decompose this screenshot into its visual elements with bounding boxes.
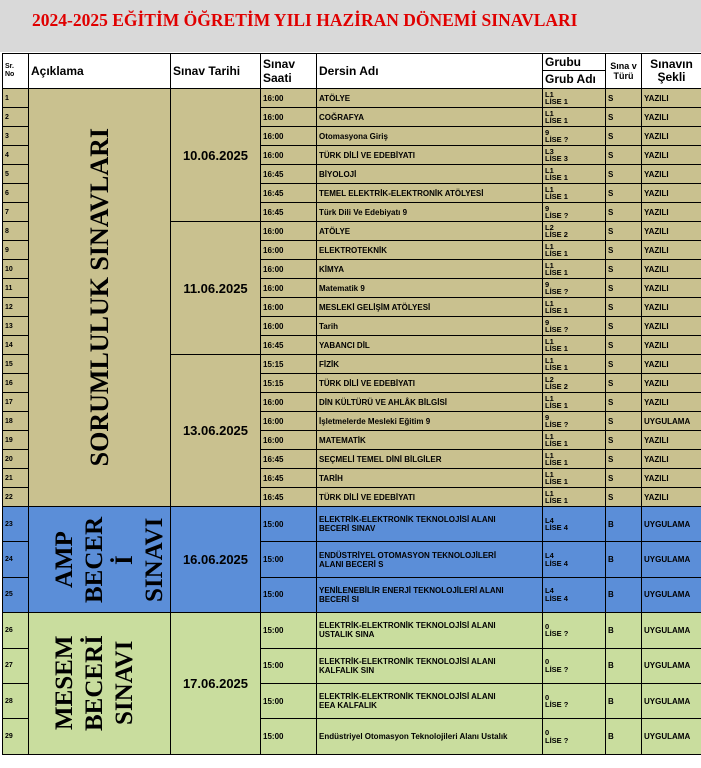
exam-time: 16:00 [261,393,317,412]
exam-type: B [606,507,642,542]
exam-time: 16:45 [261,450,317,469]
row-number: 27 [3,648,29,683]
exam-type: S [606,165,642,184]
row-number: 5 [3,165,29,184]
course-name: SEÇMELİ TEMEL DİNİ BİLGİLER [317,450,543,469]
group-name: 9 LİSE ? [543,279,606,298]
course-name: İşletmelerde Mesleki Eğitim 9 [317,412,543,431]
exam-format: UYGULAMA [642,683,701,718]
course-name: ENDÜSTRİYEL OTOMASYON TEKNOLOJİLERİ ALANI BECERİ S [317,542,543,577]
exam-format: YAZILI [642,241,701,260]
course-name: TARİH [317,469,543,488]
row-number: 17 [3,393,29,412]
exam-type: S [606,184,642,203]
group-name: L4 LİSE 4 [543,577,606,612]
row-number: 10 [3,260,29,279]
group-name: 0 LİSE ? [543,613,606,648]
group-name: L1 LİSE 1 [543,260,606,279]
exam-time: 15:00 [261,507,317,542]
exam-type: B [606,719,642,754]
exam-time: 16:45 [261,184,317,203]
row-number: 2 [3,108,29,127]
table-row [3,89,701,108]
exam-date: 13.06.2025 [171,355,261,507]
exam-type: B [606,648,642,683]
group-name: 9 LİSE ? [543,203,606,222]
exam-format: YAZILI [642,165,701,184]
exam-time: 15:00 [261,719,317,754]
group-name: 9 LİSE ? [543,412,606,431]
group-name: L1 LİSE 1 [543,393,606,412]
exam-time: 16:00 [261,260,317,279]
course-name: Endüstriyel Otomasyon Teknolojileri Alanı Ustalık [317,719,543,754]
exam-format: YAZILI [642,469,701,488]
exam-format: YAZILI [642,203,701,222]
exam-time: 16:45 [261,336,317,355]
exam-type: S [606,355,642,374]
group-mesem-beceri-label: MESEM BECERİ SINAVI [50,635,138,732]
exam-type: S [606,412,642,431]
exam-format: YAZILI [642,374,701,393]
header-sr-no: Sr. No [3,54,29,89]
group-sorumluluk [29,89,171,507]
exam-time: 16:45 [261,203,317,222]
header-aciklama: Açıklama [29,54,171,89]
course-name: ELEKTRİK-ELEKTRONİK TEKNOLOJİSİ ALANI EEA KALFALIK [317,683,543,718]
course-name: KİMYA [317,260,543,279]
course-name: Türk Dili Ve Edebiyatı 9 [317,203,543,222]
header-sinav-saati: Sınav Saati [261,54,317,89]
exam-time: 15:00 [261,577,317,612]
group-name: L1 LİSE 1 [543,108,606,127]
course-name: Otomasyona Giriş [317,127,543,146]
exam-time: 16:00 [261,412,317,431]
exam-time: 16:00 [261,279,317,298]
row-number: 6 [3,184,29,203]
group-name: 0 LİSE ? [543,719,606,754]
exam-time: 16:45 [261,469,317,488]
group-name: L3 LİSE 3 [543,146,606,165]
group-name: L1 LİSE 1 [543,241,606,260]
row-number: 8 [3,222,29,241]
exam-format: YAZILI [642,127,701,146]
group-name: L1 LİSE 1 [543,469,606,488]
exam-format: UYGULAMA [642,412,701,431]
exam-type: S [606,260,642,279]
group-name: L1 LİSE 1 [543,165,606,184]
exam-format: UYGULAMA [642,613,701,648]
exam-date: 17.06.2025 [171,613,261,755]
exam-type: S [606,203,642,222]
exam-format: UYGULAMA [642,507,701,542]
row-number: 4 [3,146,29,165]
page-title: 2024-2025 EĞİTİM ÖĞRETİM YILI HAZİRAN DÖNEMİ SINAVLARI [32,10,578,30]
row-number: 3 [3,127,29,146]
exam-type: S [606,222,642,241]
exam-type: S [606,374,642,393]
exam-type: B [606,577,642,612]
exam-type: S [606,450,642,469]
exam-time: 15:00 [261,683,317,718]
exam-time: 16:00 [261,222,317,241]
group-name: L1 LİSE 1 [543,89,606,108]
row-number: 12 [3,298,29,317]
row-number: 28 [3,683,29,718]
exam-time: 15:00 [261,613,317,648]
exam-format: YAZILI [642,146,701,165]
exam-date: 11.06.2025 [171,222,261,355]
course-name: TÜRK DİLİ VE EDEBİYATI [317,374,543,393]
course-name: ELEKTROTEKNİK [317,241,543,260]
exam-time: 16:00 [261,298,317,317]
table-row [3,507,701,542]
exam-format: YAZILI [642,317,701,336]
exam-type: S [606,469,642,488]
header-row [3,54,701,89]
exam-format: YAZILI [642,336,701,355]
exam-time: 15:15 [261,355,317,374]
exam-type: S [606,336,642,355]
row-number: 14 [3,336,29,355]
exam-type: S [606,431,642,450]
exam-date: 16.06.2025 [171,507,261,613]
exam-time: 16:00 [261,241,317,260]
exam-type: S [606,488,642,507]
exam-time: 16:00 [261,431,317,450]
header-sinavin-sekli: Sınavın Şekli [642,54,701,89]
exam-format: UYGULAMA [642,719,701,754]
course-name: TÜRK DİLİ VE EDEBİYATI [317,488,543,507]
row-number: 15 [3,355,29,374]
exam-type: S [606,298,642,317]
exam-type: B [606,683,642,718]
row-number: 19 [3,431,29,450]
row-number: 21 [3,469,29,488]
group-name: L1 LİSE 1 [543,184,606,203]
exam-schedule-table [2,53,701,755]
row-number: 9 [3,241,29,260]
course-name: TEMEL ELEKTRİK-ELEKTRONİK ATÖLYESİ [317,184,543,203]
exam-format: YAZILI [642,450,701,469]
header-grub-adi-label: Grub Adı [545,72,596,86]
header-sinav-turu: Sına v Türü [606,54,642,89]
course-name: ELEKTRİK-ELEKTRONİK TEKNOLOJİSİ ALANI KALFALIK SIN [317,648,543,683]
exam-type: S [606,317,642,336]
exam-format: YAZILI [642,260,701,279]
row-number: 1 [3,89,29,108]
exam-format: YAZILI [642,222,701,241]
exam-format: YAZILI [642,108,701,127]
group-mesem-beceri [29,613,171,755]
exam-format: UYGULAMA [642,577,701,612]
exam-type: B [606,542,642,577]
exam-date: 10.06.2025 [171,89,261,222]
group-name: 9 LİSE ? [543,127,606,146]
exam-format: UYGULAMA [642,648,701,683]
group-name: L2 LİSE 2 [543,374,606,393]
exam-time: 16:00 [261,146,317,165]
row-number: 25 [3,577,29,612]
exam-type: S [606,146,642,165]
row-number: 24 [3,542,29,577]
row-number: 22 [3,488,29,507]
group-sorumluluk-label: SORUMLULUK SINAVLARI [84,128,114,467]
exam-format: YAZILI [642,393,701,412]
course-name: MESLEKİ GELİŞİM ATÖLYESİ [317,298,543,317]
exam-type: S [606,241,642,260]
exam-type: B [606,613,642,648]
row-number: 23 [3,507,29,542]
course-name: ELEKTRİK-ELEKTRONİK TEKNOLOJİSİ ALANI BECERİ SINAV [317,507,543,542]
group-name: L1 LİSE 1 [543,450,606,469]
course-name: BİYOLOJİ [317,165,543,184]
course-name: YABANCI DİL [317,336,543,355]
header-sinav-tarihi: Sınav Tarihi [171,54,261,89]
exam-time: 15:00 [261,648,317,683]
course-name: MATEMATİK [317,431,543,450]
course-name: TÜRK DİLİ VE EDEBİYATI [317,146,543,165]
exam-time: 16:45 [261,165,317,184]
exam-format: YAZILI [642,184,701,203]
exam-time: 15:00 [261,542,317,577]
group-name: L4 LİSE 4 [543,507,606,542]
header-grubu-label: Grubu [543,54,605,71]
exam-time: 16:00 [261,89,317,108]
course-name: ATÖLYE [317,222,543,241]
header-dersin-adi: Dersin Adı [317,54,543,89]
group-amp-beceri-label: AMP BECER İ SINAVI [50,516,168,603]
group-amp-beceri [29,507,171,613]
row-number: 16 [3,374,29,393]
exam-format: YAZILI [642,355,701,374]
group-name: 0 LİSE ? [543,648,606,683]
group-name: L1 LİSE 1 [543,431,606,450]
course-name: DİN KÜLTÜRÜ VE AHLÂK BİLGİSİ [317,393,543,412]
group-name: 0 LİSE ? [543,683,606,718]
exam-format: UYGULAMA [642,542,701,577]
group-name: L1 LİSE 1 [543,488,606,507]
row-number: 11 [3,279,29,298]
row-number: 20 [3,450,29,469]
exam-time: 16:00 [261,317,317,336]
row-number: 13 [3,317,29,336]
row-number: 29 [3,719,29,754]
exam-time: 16:00 [261,108,317,127]
exam-format: YAZILI [642,488,701,507]
table-row [3,613,701,648]
course-name: Matematik 9 [317,279,543,298]
row-number: 18 [3,412,29,431]
exam-type: S [606,89,642,108]
course-name: FİZİK [317,355,543,374]
exam-time: 16:00 [261,127,317,146]
exam-type: S [606,393,642,412]
group-name: L1 LİSE 1 [543,298,606,317]
exam-type: S [606,279,642,298]
group-name: L1 LİSE 1 [543,336,606,355]
exam-type: S [606,108,642,127]
exam-time: 15:15 [261,374,317,393]
course-name: ELEKTRİK-ELEKTRONİK TEKNOLOJİSİ ALANI USTALIK SINA [317,613,543,648]
course-name: COĞRAFYA [317,108,543,127]
exam-type: S [606,127,642,146]
exam-format: YAZILI [642,298,701,317]
exam-time: 16:45 [261,488,317,507]
exam-format: YAZILI [642,89,701,108]
exam-format: YAZILI [642,279,701,298]
course-name: YENİLENEBİLİR ENERJİ TEKNOLOJİLERİ ALANI BECERİ SI [317,577,543,612]
exam-format: YAZILI [642,431,701,450]
header-grubu [543,54,606,89]
course-name: ATÖLYE [317,89,543,108]
group-name: L1 LİSE 1 [543,355,606,374]
group-name: L2 LİSE 2 [543,222,606,241]
row-number: 7 [3,203,29,222]
course-name: Tarih [317,317,543,336]
group-name: L4 LİSE 4 [543,542,606,577]
row-number: 26 [3,613,29,648]
group-name: 9 LİSE ? [543,317,606,336]
